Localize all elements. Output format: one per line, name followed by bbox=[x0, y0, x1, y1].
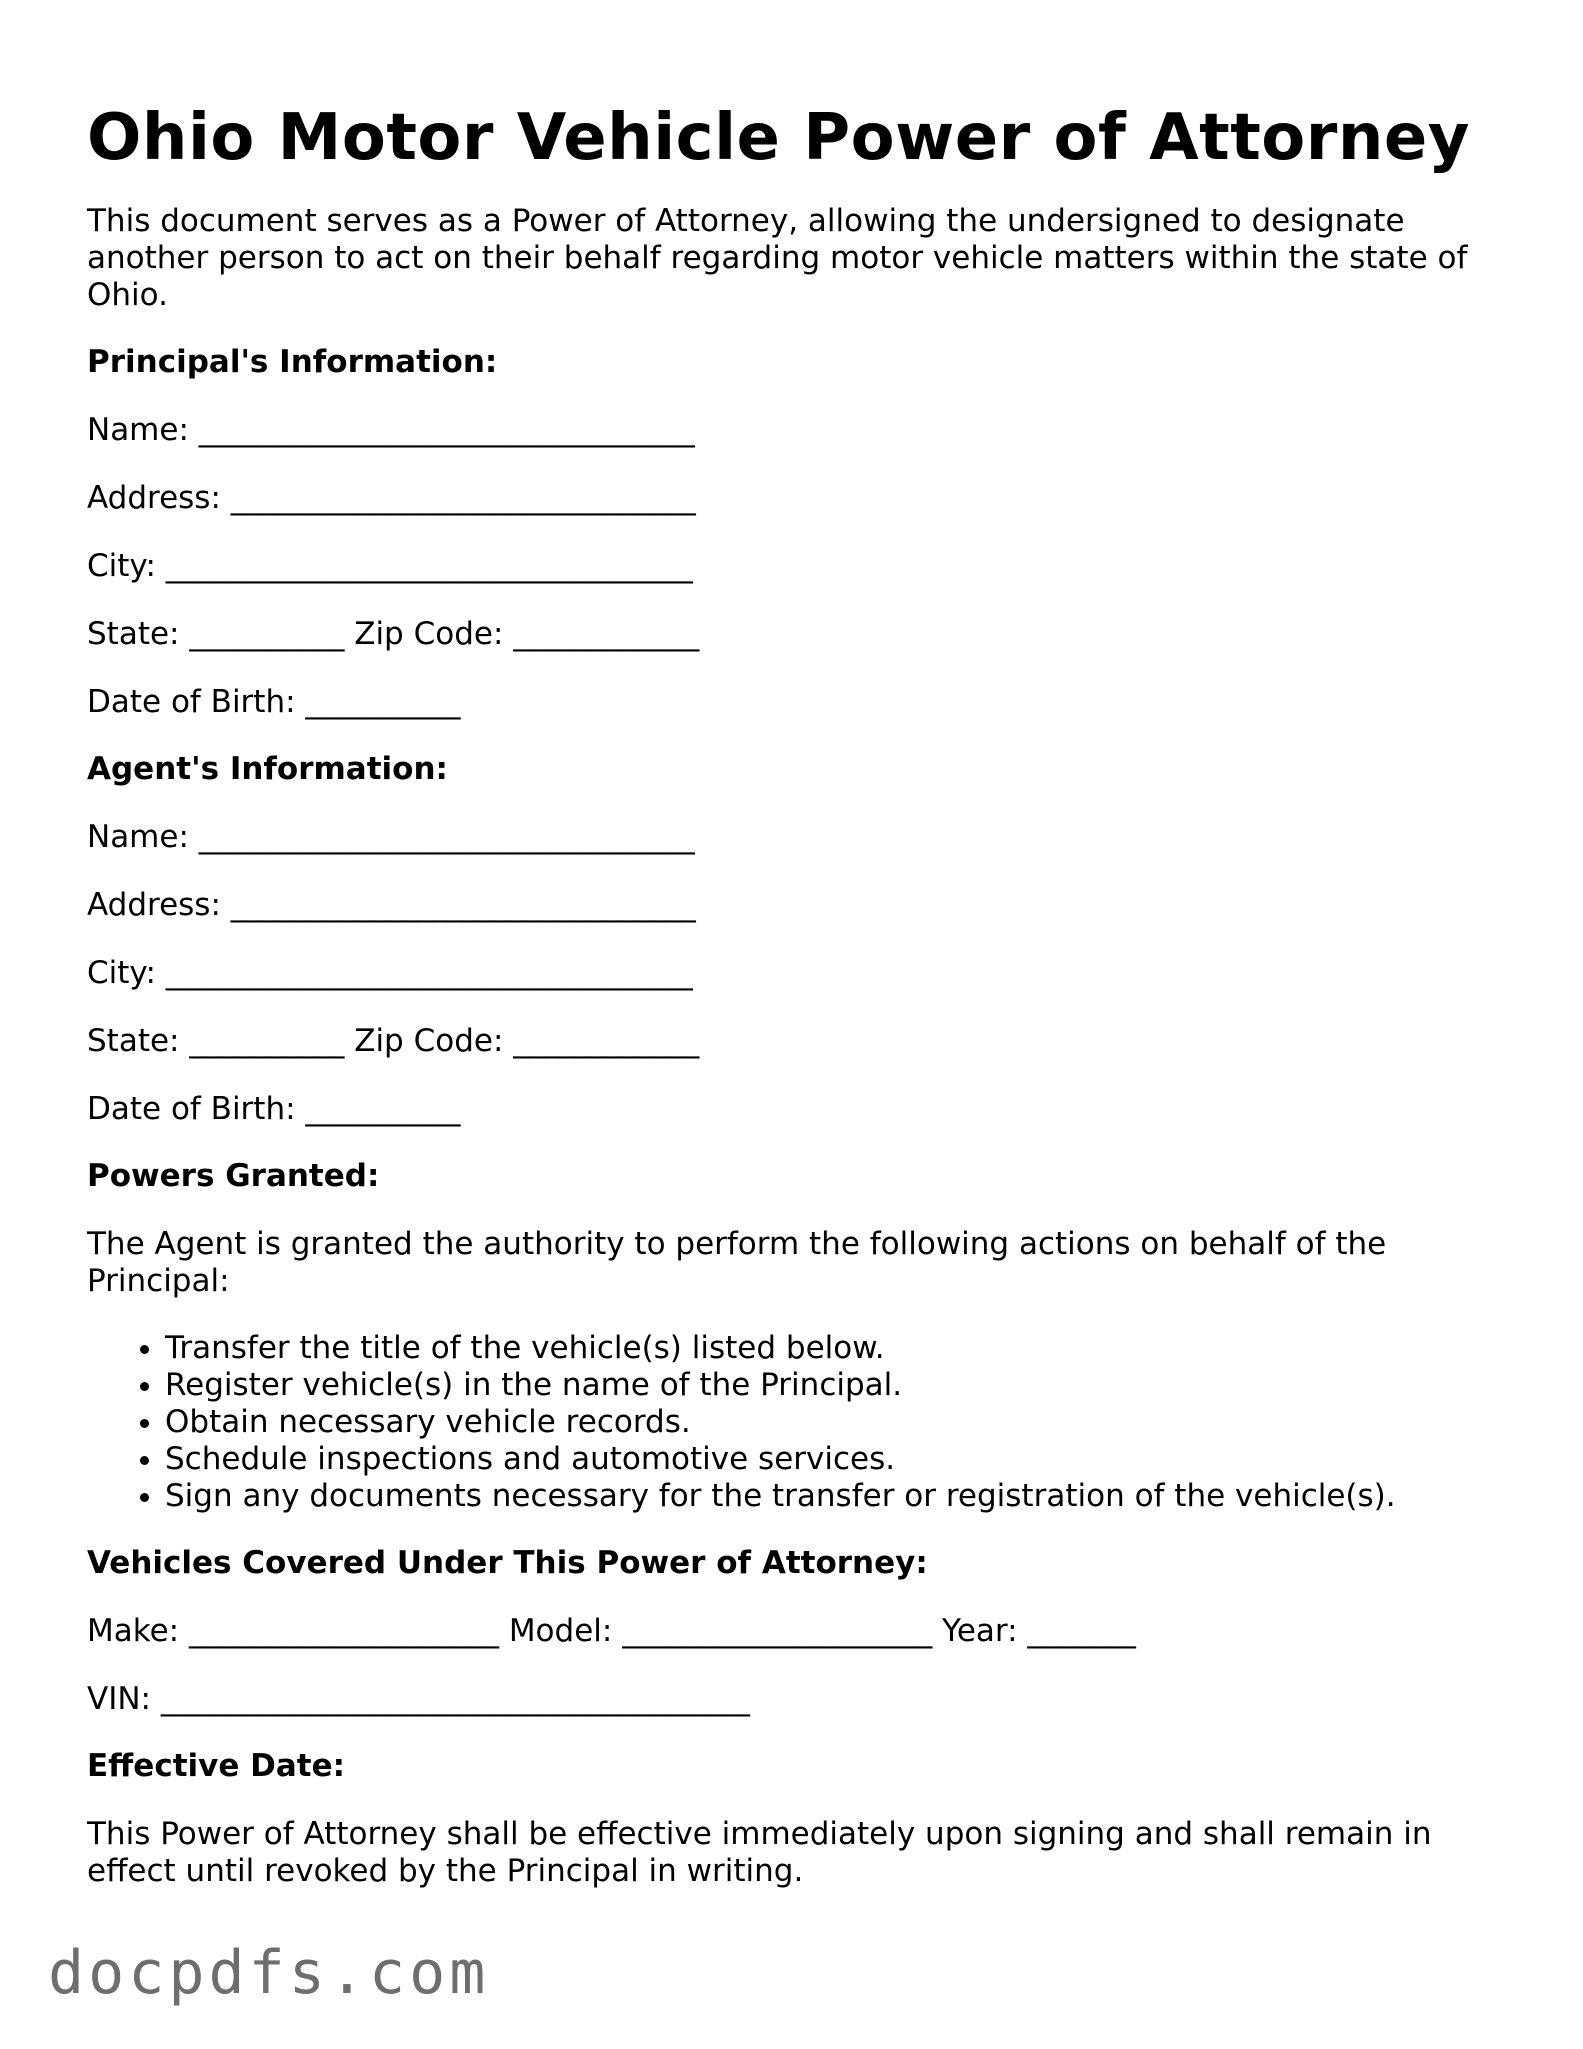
list-item: • Schedule inspections and automotive services. bbox=[165, 1441, 1487, 1478]
principal-address-field: Address: ______________________________ bbox=[87, 479, 696, 516]
agent-heading: Agent's Information: bbox=[87, 750, 448, 787]
agent-name-field: Name: ________________________________ bbox=[87, 818, 695, 855]
principal-dob-field: Date of Birth: __________ bbox=[87, 683, 461, 720]
effective-date-text: This Power of Attorney shall be effective immediately upon signing and shall remain in effect until revoked by the Principal in writing. bbox=[87, 1815, 1432, 1889]
vehicle-vin-field: VIN: ______________________________________ bbox=[87, 1680, 750, 1717]
powers-heading: Powers Granted: bbox=[87, 1157, 380, 1194]
principal-state-zip-field: State: __________ Zip Code: ____________ bbox=[87, 615, 700, 652]
powers-intro: The Agent is granted the authority to perform the following actions on behalf of the Principal: bbox=[87, 1225, 1387, 1299]
document-title: Ohio Motor Vehicle Power of Attorney bbox=[87, 101, 1470, 175]
effective-date-heading: Effective Date: bbox=[87, 1747, 346, 1784]
powers-list bbox=[87, 1330, 1487, 1515]
list-item: • Obtain necessary vehicle records. bbox=[165, 1404, 1487, 1441]
watermark-logo: docpdfs.com bbox=[48, 1938, 490, 2008]
agent-city-field: City: __________________________________ bbox=[87, 954, 693, 991]
list-item: • Transfer the title of the vehicle(s) listed below. bbox=[165, 1330, 1487, 1367]
vehicle-make-model-year-field: Make: ____________________ Model: ____________________ Year: _______ bbox=[87, 1612, 1136, 1649]
principal-city-field: City: __________________________________ bbox=[87, 547, 693, 584]
principal-name-field: Name: ________________________________ bbox=[87, 411, 695, 448]
agent-state-zip-field: State: __________ Zip Code: ____________ bbox=[87, 1022, 700, 1059]
list-item: • Register vehicle(s) in the name of the Principal. bbox=[165, 1367, 1487, 1404]
intro-paragraph: This document serves as a Power of Attorney, allowing the undersigned to designate another person to act on their behalf regarding motor vehicle matters within the state of Ohio. bbox=[87, 202, 1468, 313]
document-page bbox=[87, 100, 1487, 1890]
agent-address-field: Address: ______________________________ bbox=[87, 886, 696, 923]
list-item: • Sign any documents necessary for the transfer or registration of the vehicle(s). bbox=[165, 1478, 1487, 1515]
vehicles-heading: Vehicles Covered Under This Power of Attorney: bbox=[87, 1544, 928, 1581]
agent-dob-field: Date of Birth: __________ bbox=[87, 1090, 461, 1127]
principal-heading: Principal's Information: bbox=[87, 343, 498, 380]
